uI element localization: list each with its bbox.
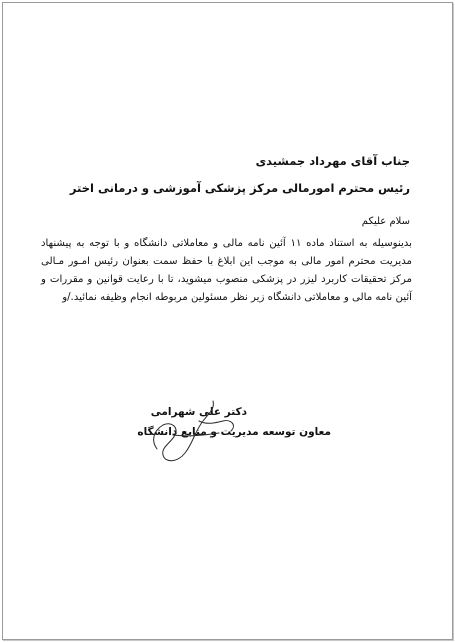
- signer-name: دکتر علی شهرامی: [150, 406, 247, 418]
- letter-body: بدینوسیله به استناد ماده ۱۱ آئین نامه مالی و معاملاتی دانشگاه و با توجه به پیشنهاد مدیریت محترم امور مالی به موجب این ابلاغ با حفظ سمت بعنوان رئیس امـور مـالی مرکز تحقیقات کاربرد لیزر در پزشکی منصوب میشوید، تا با رعایت قوانین و مقررات و آئین نامه مالی و معاملاتی دانشگاه زیر نظر مسئولین مربوطه انجام وظیفه نمائید./و: [41, 238, 412, 303]
- letter-page: [2, 2, 453, 640]
- recipient-title: رئیس محترم امورمالی مرکز پزشکی آموزشی و درمانی اختر: [69, 181, 410, 195]
- signature-block: [73, 401, 333, 481]
- signer-title: معاون توسعه مدیریت و منابع دانشگاه: [137, 426, 331, 438]
- recipient-name: جناب آقای مهرداد جمشیدی: [255, 154, 410, 168]
- greeting: سلام علیکم: [361, 216, 410, 227]
